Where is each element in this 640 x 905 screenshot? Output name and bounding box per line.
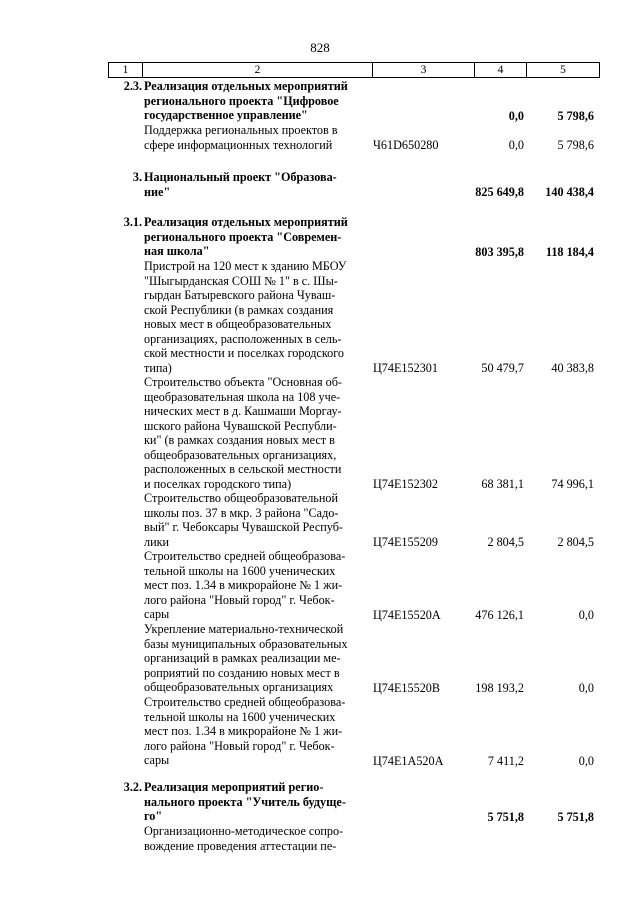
- row-code: Ц74Е15520А: [373, 607, 441, 622]
- row-value-col5: 118 184,4: [545, 244, 594, 259]
- row-description: Поддержка региональных проектов в сфере информационных технологий: [144, 123, 338, 152]
- row-description: Строительство средней общеобразова- тельной школы на 1600 ученических мест поз. 1.34 в микрорайоне № 1 жи- лого района "Новый город" г. Чебок- сары: [144, 695, 346, 767]
- budget-table-body: [0, 79, 640, 853]
- row-description: Пристрой на 120 мест к зданию МБОУ "Шыгырданская СОШ № 1" в с. Шы- гырдан Батыревского района Чуваш- ской Республики (в рамках создания новых мест в общеобразовательных организациях, расположенных в сель- ской местности и поселках городского типа): [144, 259, 347, 375]
- row-value-col4: 7 411,2: [487, 753, 524, 768]
- row-value-col4: 0,0: [508, 137, 524, 152]
- row-value-col5: 0,0: [578, 753, 594, 768]
- table-row: [0, 622, 640, 695]
- row-value-col4: 803 395,8: [475, 244, 524, 259]
- row-description: Организационно-методическое сопро- вождение проведения аттестации пе-: [144, 824, 344, 853]
- column-number-5: 5: [560, 64, 566, 76]
- column-number-header: [108, 62, 600, 78]
- row-code: Ч61D650280: [373, 137, 439, 152]
- row-value-col5: 5 798,6: [557, 137, 594, 152]
- table-row: [0, 695, 640, 768]
- row-value-col4: 198 193,2: [475, 680, 524, 695]
- row-number: 3.1.: [123, 215, 142, 229]
- row-value-col5: 40 383,8: [551, 360, 594, 375]
- row-description: Строительство общеобразовательной школы поз. 37 в мкр. 3 района "Садо- вый" г. Чебоксары Чувашской Респуб- лики: [144, 491, 343, 549]
- row-description: Национальный проект "Образова- ние": [144, 170, 337, 199]
- row-description: Строительство объекта "Основная об- щеобразовательная школа на 108 уче- нических мест в д. Кашмаши Моргау- шского района Чувашской Республи- ки" (в рамках создания новых мест в общеобразовательных организациях, расположенных в сельской местности и поселках городского типа): [144, 375, 342, 491]
- row-value-col5: 0,0: [578, 607, 594, 622]
- row-spacer: [0, 199, 640, 215]
- row-spacer: [0, 152, 640, 170]
- table-row: [0, 824, 640, 853]
- table-row: [0, 170, 640, 199]
- row-value-col4: 825 649,8: [475, 184, 524, 199]
- column-number-2: 2: [143, 63, 373, 77]
- column-number-1: 1: [109, 63, 143, 77]
- page-number: 828: [310, 40, 330, 55]
- table-row: [0, 491, 640, 549]
- row-value-col4: 68 381,1: [481, 476, 524, 491]
- row-description: Укрепление материально-технической базы муниципальных образовательных организаций в рамках реализации ме- роприятий по созданию новых мест в общеобразовательных организациях: [144, 622, 348, 694]
- row-description: Строительство средней общеобразова- тельной школы на 1600 ученических мест поз. 1.34 в микрорайоне № 1 жи- лого района "Новый город" г. Чебок- сары: [144, 549, 346, 621]
- table-row: [0, 259, 640, 375]
- column-number-3: 3: [373, 63, 475, 77]
- row-description: Реализация отдельных мероприятий регионального проекта "Современ- ная школа": [144, 215, 348, 258]
- row-code: Ц74Е152302: [373, 476, 438, 491]
- row-number: 3.2.: [123, 780, 142, 794]
- row-value-col5: 5 798,6: [557, 108, 594, 123]
- row-value-col4: 2 804,5: [487, 534, 524, 549]
- row-number: 2.3.: [123, 79, 142, 93]
- table-row: [0, 375, 640, 491]
- row-code: Ц74Е152301: [373, 360, 438, 375]
- row-value-col5: 0,0: [578, 680, 594, 695]
- table-row: [0, 215, 640, 259]
- row-value-col5: 140 438,4: [545, 184, 594, 199]
- row-description: Реализация мероприятий регио- нального проекта "Учитель будуще- го": [144, 780, 346, 823]
- row-value-col5: 5 751,8: [557, 809, 594, 824]
- row-number: 3.: [132, 170, 142, 184]
- row-value-col5: 74 996,1: [551, 476, 594, 491]
- row-value-col5: 2 804,5: [557, 534, 594, 549]
- row-value-col4: 476 126,1: [475, 607, 524, 622]
- row-spacer: [0, 768, 640, 780]
- column-number-4: 4: [475, 63, 527, 77]
- row-value-col4: 50 479,7: [481, 360, 524, 375]
- row-code: Ц74Е15520В: [373, 680, 441, 695]
- row-code: Ц74Е1А520А: [373, 753, 444, 768]
- row-value-col4: 5 751,8: [487, 809, 524, 824]
- table-row: [0, 549, 640, 622]
- row-value-col4: 0,0: [508, 108, 524, 123]
- table-row: [0, 780, 640, 824]
- row-description: Реализация отдельных мероприятий регионального проекта "Цифровое государственное управление": [144, 79, 348, 122]
- row-code: Ц74Е155209: [373, 534, 438, 549]
